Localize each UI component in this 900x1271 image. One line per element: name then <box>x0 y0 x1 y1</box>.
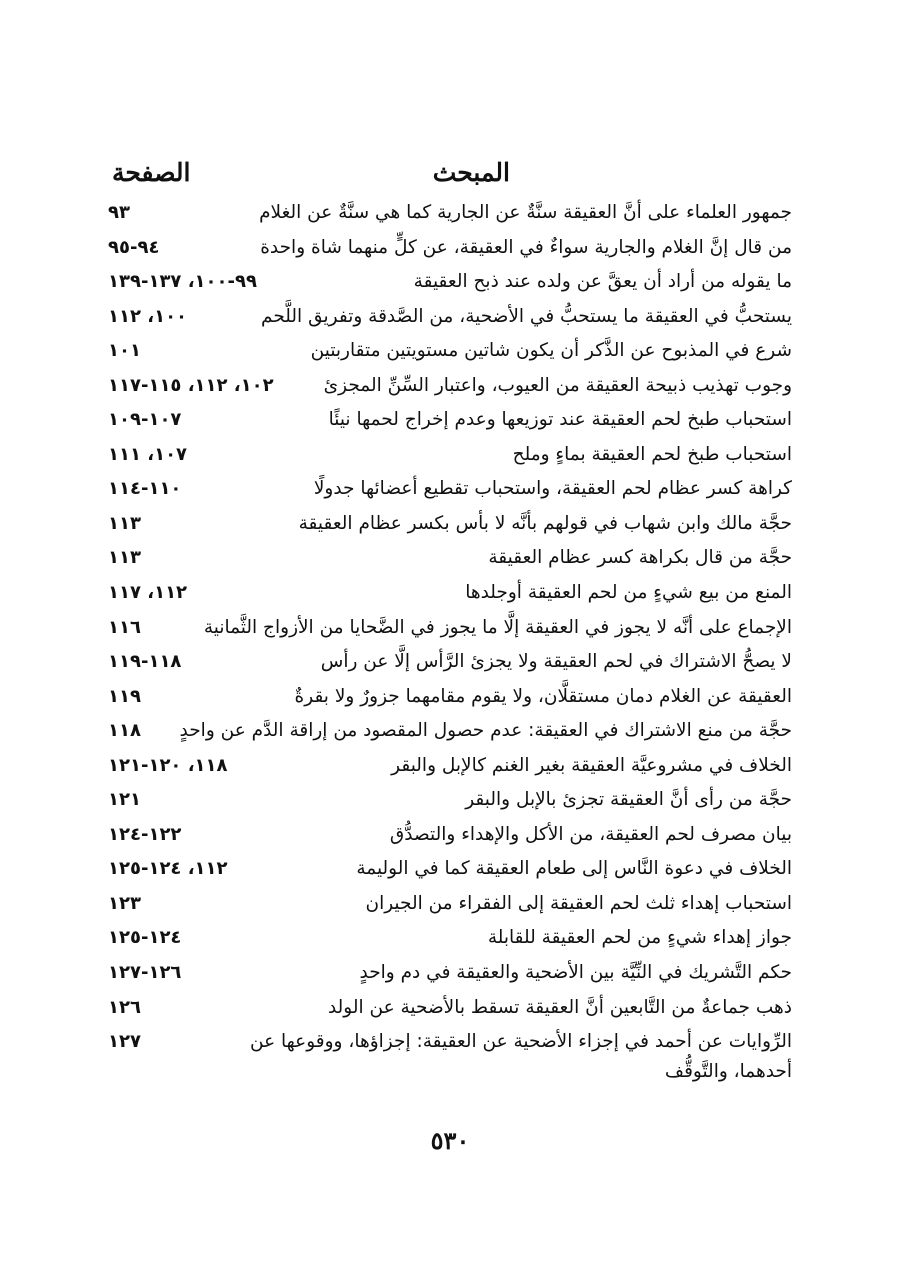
entry-topic: جواز إهداء شيءٍ من لحم العقيقة للقابلة <box>487 927 792 949</box>
index-entry <box>108 645 792 680</box>
entry-topic: استحباب طبخ لحم العقيقة عند توزيعها وعدم إخراج لحمها نيئًا <box>328 409 792 431</box>
entry-topic: حجَّة مالك وابن شهاب في قولهم بأنَّه لا بأس بكسر عظام العقيقة <box>298 512 792 534</box>
entry-topic: الخلاف في مشروعيَّة العقيقة بغير الغنم كالإبل والبقر <box>391 754 792 776</box>
index-entry <box>108 956 792 991</box>
page-column-heading: الصفحة <box>112 158 191 187</box>
index-entry <box>108 265 792 300</box>
entry-topic: حجَّة من رأى أنَّ العقيقة تجزئ بالإبل والبقر <box>465 789 792 811</box>
index-entry <box>108 300 792 335</box>
entry-topic: حجَّة من منع الاشتراك في العقيقة: عدم حصول المقصود من إراقة الدَّم عن واحدٍ <box>179 720 792 742</box>
index-entry <box>108 369 792 404</box>
entry-page-numbers: ١١٩ <box>108 685 141 707</box>
entry-page-numbers: ١٢٧ <box>108 1031 141 1053</box>
entry-page-numbers: ١٠٠، ١١٢ <box>108 305 188 327</box>
entry-topic: العقيقة عن الغلام دمان مستقلَّان، ولا يقوم مقامهما جزورٌ ولا بقرةٌ <box>294 685 792 707</box>
entry-topic: ذهب جماعةٌ من التَّابعين أنَّ العقيقة تسقط بالأضحية عن الولد <box>327 996 792 1018</box>
index-header <box>100 158 800 198</box>
index-entry <box>108 783 792 818</box>
index-entry <box>108 852 792 887</box>
index-entry <box>108 818 792 853</box>
entry-topic: لا يصحُّ الاشتراك في لحم العقيقة ولا يجزئ الرَّأس إلَّا عن رأس <box>320 651 792 673</box>
entry-page-numbers: ١١٨، ١٢٠-١٢١ <box>108 754 228 776</box>
entry-topic: شرع في المذبوح عن الذَّكر أن يكون شاتين مستويتين متقاربتين <box>310 340 792 362</box>
entry-topic: ما يقوله من أراد أن يعقَّ عن ولده عند ذبح العقيقة <box>413 271 792 293</box>
entry-topic: جمهور العلماء على أنَّ العقيقة سنَّةٌ عن الجارية كما هي سنَّةٌ عن الغلام <box>259 202 792 223</box>
index-entry <box>108 196 792 231</box>
index-entry <box>108 472 792 507</box>
entry-topic: استحباب طبخ لحم العقيقة بماءٍ وملح <box>512 443 792 465</box>
entry-page-numbers: ٩٩-١٠٠، ١٣٧-١٣٩ <box>108 271 257 293</box>
entry-page-numbers: ١١٣ <box>108 547 141 569</box>
entry-page-numbers: ١٠٢، ١١٢، ١١٥-١١٧ <box>108 374 274 396</box>
entry-page-numbers: ١٢١ <box>108 789 141 811</box>
entry-topic: المنع من بيع شيءٍ من لحم العقيقة أوجلدها <box>465 582 792 604</box>
entry-topic: وجوب تهذيب ذبيحة العقيقة من العيوب، واعتبار السِّنِّ المجزئ <box>323 374 792 396</box>
entry-topic-continuation: أحدهما، والتَّوقُّف <box>664 1061 792 1083</box>
entry-page-numbers: ١٠٧-١٠٩ <box>108 409 182 431</box>
index-entry <box>108 749 792 784</box>
entry-topic: الخلاف في دعوة النَّاس إلى طعام العقيقة كما في الوليمة <box>356 858 792 880</box>
entry-page-numbers: ١١٠-١١٤ <box>108 478 182 500</box>
entry-page-numbers: ١٠١ <box>108 340 141 362</box>
entry-page-numbers: ١١٣ <box>108 512 141 534</box>
entry-page-numbers: ١٢٦-١٢٧ <box>108 962 182 984</box>
index-entry <box>108 1025 792 1085</box>
entry-topic: حكم التَّشريك في النِّيَّة بين الأضحية والعقيقة في دم واحدٍ <box>359 962 792 984</box>
entry-page-numbers: ٩٤-٩٥ <box>108 236 160 258</box>
index-entry <box>108 438 792 473</box>
index-entry <box>108 680 792 715</box>
index-entry <box>108 541 792 576</box>
entry-page-numbers: ١١٢، ١١٧ <box>108 582 188 604</box>
index-entry <box>108 403 792 438</box>
entry-topic: بيان مصرف لحم العقيقة، من الأكل والإهداء والتصدُّق <box>389 823 792 845</box>
entry-page-numbers: ١٢٦ <box>108 996 141 1018</box>
entry-page-numbers: ١١٨ <box>108 720 141 742</box>
index-entry <box>108 611 792 646</box>
entry-page-numbers: ١١٢، ١٢٤-١٢٥ <box>108 858 228 880</box>
entry-page-numbers: ١٢٣ <box>108 892 141 914</box>
index-entry <box>108 507 792 542</box>
entry-page-numbers: ١٢٢-١٢٤ <box>108 823 182 845</box>
entry-page-numbers: ١٠٧، ١١١ <box>108 443 188 465</box>
index-entry <box>108 576 792 611</box>
entry-page-numbers: ١١٦ <box>108 616 141 638</box>
index-entries <box>108 196 792 1085</box>
topic-column-heading: المبحث <box>432 158 510 187</box>
entry-topic: حجَّة من قال بكراهة كسر عظام العقيقة <box>488 547 792 569</box>
entry-page-numbers: ١٢٤-١٢٥ <box>108 927 182 949</box>
entry-topic: الإجماع على أنَّه لا يجوز في العقيقة إلَّا ما يجوز في الضَّحايا من الأزواج الثَّمانية <box>203 616 792 638</box>
index-entry <box>108 887 792 922</box>
index-entry <box>108 334 792 369</box>
entry-page-numbers: ٩٣ <box>108 202 130 223</box>
entry-page-numbers: ١١٨-١١٩ <box>108 651 182 673</box>
index-entry <box>108 714 792 749</box>
entry-topic: الرِّوايات عن أحمد في إجزاء الأضحية عن العقيقة: إجزاؤها، ووقوعها عن <box>250 1031 792 1053</box>
index-entry <box>108 921 792 956</box>
index-entry <box>108 231 792 266</box>
entry-topic: استحباب إهداء ثلث لحم العقيقة إلى الفقراء من الجيران <box>365 892 792 914</box>
page-number: ٥٣٠ <box>430 1126 470 1155</box>
entry-topic: من قال إنَّ الغلام والجارية سواءٌ في العقيقة، عن كلٍّ منهما شاة واحدة <box>260 236 792 258</box>
entry-topic: يستحبُّ في العقيقة ما يستحبُّ في الأضحية، من الصَّدقة وتفريق اللَّحم <box>261 305 792 327</box>
entry-topic: كراهة كسر عظام لحم العقيقة، واستحباب تقطيع أعضائها جدولًا <box>313 478 792 500</box>
index-entry <box>108 991 792 1026</box>
